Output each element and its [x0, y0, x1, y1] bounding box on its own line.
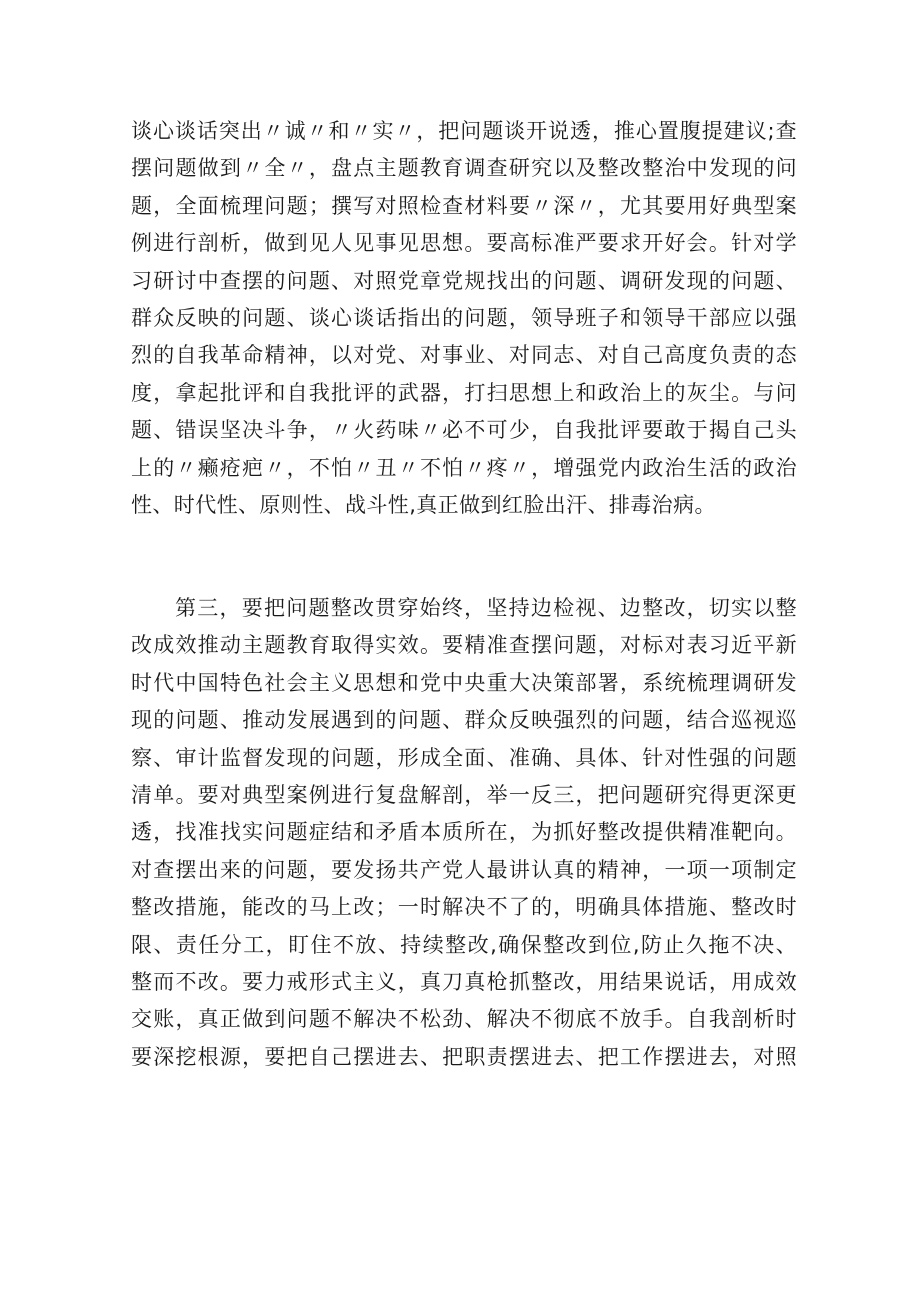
paragraph-line: 改成效推动主题教育取得实效。要精准查摆问题，对标对表习近平新	[131, 633, 797, 658]
paragraph-2	[131, 590, 797, 1076]
paragraph-line: 清单。要对典型案例进行复盘解剖，举一反三，把问题研究得更深更	[131, 782, 797, 807]
paragraph-line: 整而不改。要力戒形式主义，真刀真枪抓整改，用结果说话，用成效	[131, 969, 797, 994]
paragraph-line: 摆问题做到〃全〃，盘点主题教育调查研究以及整改整治中发现的问	[131, 156, 797, 181]
paragraph-line: 题，全面梳理问题；撰写对照检查材料要〃深〃，尤其要用好典型案	[131, 193, 797, 218]
paragraph-line: 察、审计监督发现的问题，形成全面、准确、具体、针对性强的问题	[131, 745, 797, 770]
paragraph-line: 度，拿起批评和自我批评的武器，打扫思想上和政治上的灰尘。与问	[131, 380, 797, 405]
paragraph-line: 整改措施，能改的马上改；一时解决不了的，明确具体措施、整改时	[131, 895, 797, 920]
paragraph-line: 交账，真正做到问题不解决不松劲、解决不彻底不放手。自我剖析时	[131, 1007, 797, 1032]
paragraph-line: 例进行剖析，做到见人见事见思想。要高标准严要求开好会。针对学	[131, 231, 797, 256]
paragraph-line: 要深挖根源，要把自己摆进去、把职责摆进去、把工作摆进去，对照	[131, 1044, 797, 1069]
paragraph-line: 现的问题、推动发展遇到的问题、群众反映强烈的问题，结合巡视巡	[131, 708, 797, 733]
paragraph-line: 群众反映的问题、谈心谈话指出的问题，领导班子和领导干部应以强	[131, 305, 797, 330]
paragraph-line: 题、错误坚决斗争，〃火药味〃必不可少，自我批评要敢于揭自己头	[131, 418, 797, 443]
paragraph-line: 性、时代性、原则性、战斗性,真正做到红脸出汗、排毒治病。	[131, 492, 716, 517]
paragraph-line: 第三，要把问题整改贯穿始终，坚持边检视、边整改，切实以整	[175, 596, 797, 620]
paragraph-line: 限、责任分工，盯住不放、持续整改,确保整改到位,防止久拖不决、	[131, 932, 797, 957]
paragraph-1	[131, 113, 797, 524]
paragraph-line: 对查摆出来的问题，要发扬共产党人最讲认真的精神，一项一项制定	[131, 857, 797, 882]
paragraph-line: 烈的自我革命精神，以对党、对事业、对同志、对自己高度负责的态	[131, 343, 797, 368]
paragraph-line: 上的〃癞疮疤〃，不怕〃丑〃不怕〃疼〃，增强党内政治生活的政治	[131, 455, 797, 480]
paragraph-line: 谈心谈话突出〃诚〃和〃实〃，把问题谈开说透，推心置腹提建议;查	[131, 119, 797, 143]
paragraph-line: 透，找准找实问题症结和矛盾本质所在，为抓好整改提供精准靶向。	[131, 820, 797, 845]
paragraph-line: 习研讨中查摆的问题、对照党章党规找出的问题、调研发现的问题、	[131, 268, 797, 293]
paragraph-line: 时代中国特色社会主义思想和党中央重大决策部署，系统梳理调研发	[131, 670, 797, 695]
